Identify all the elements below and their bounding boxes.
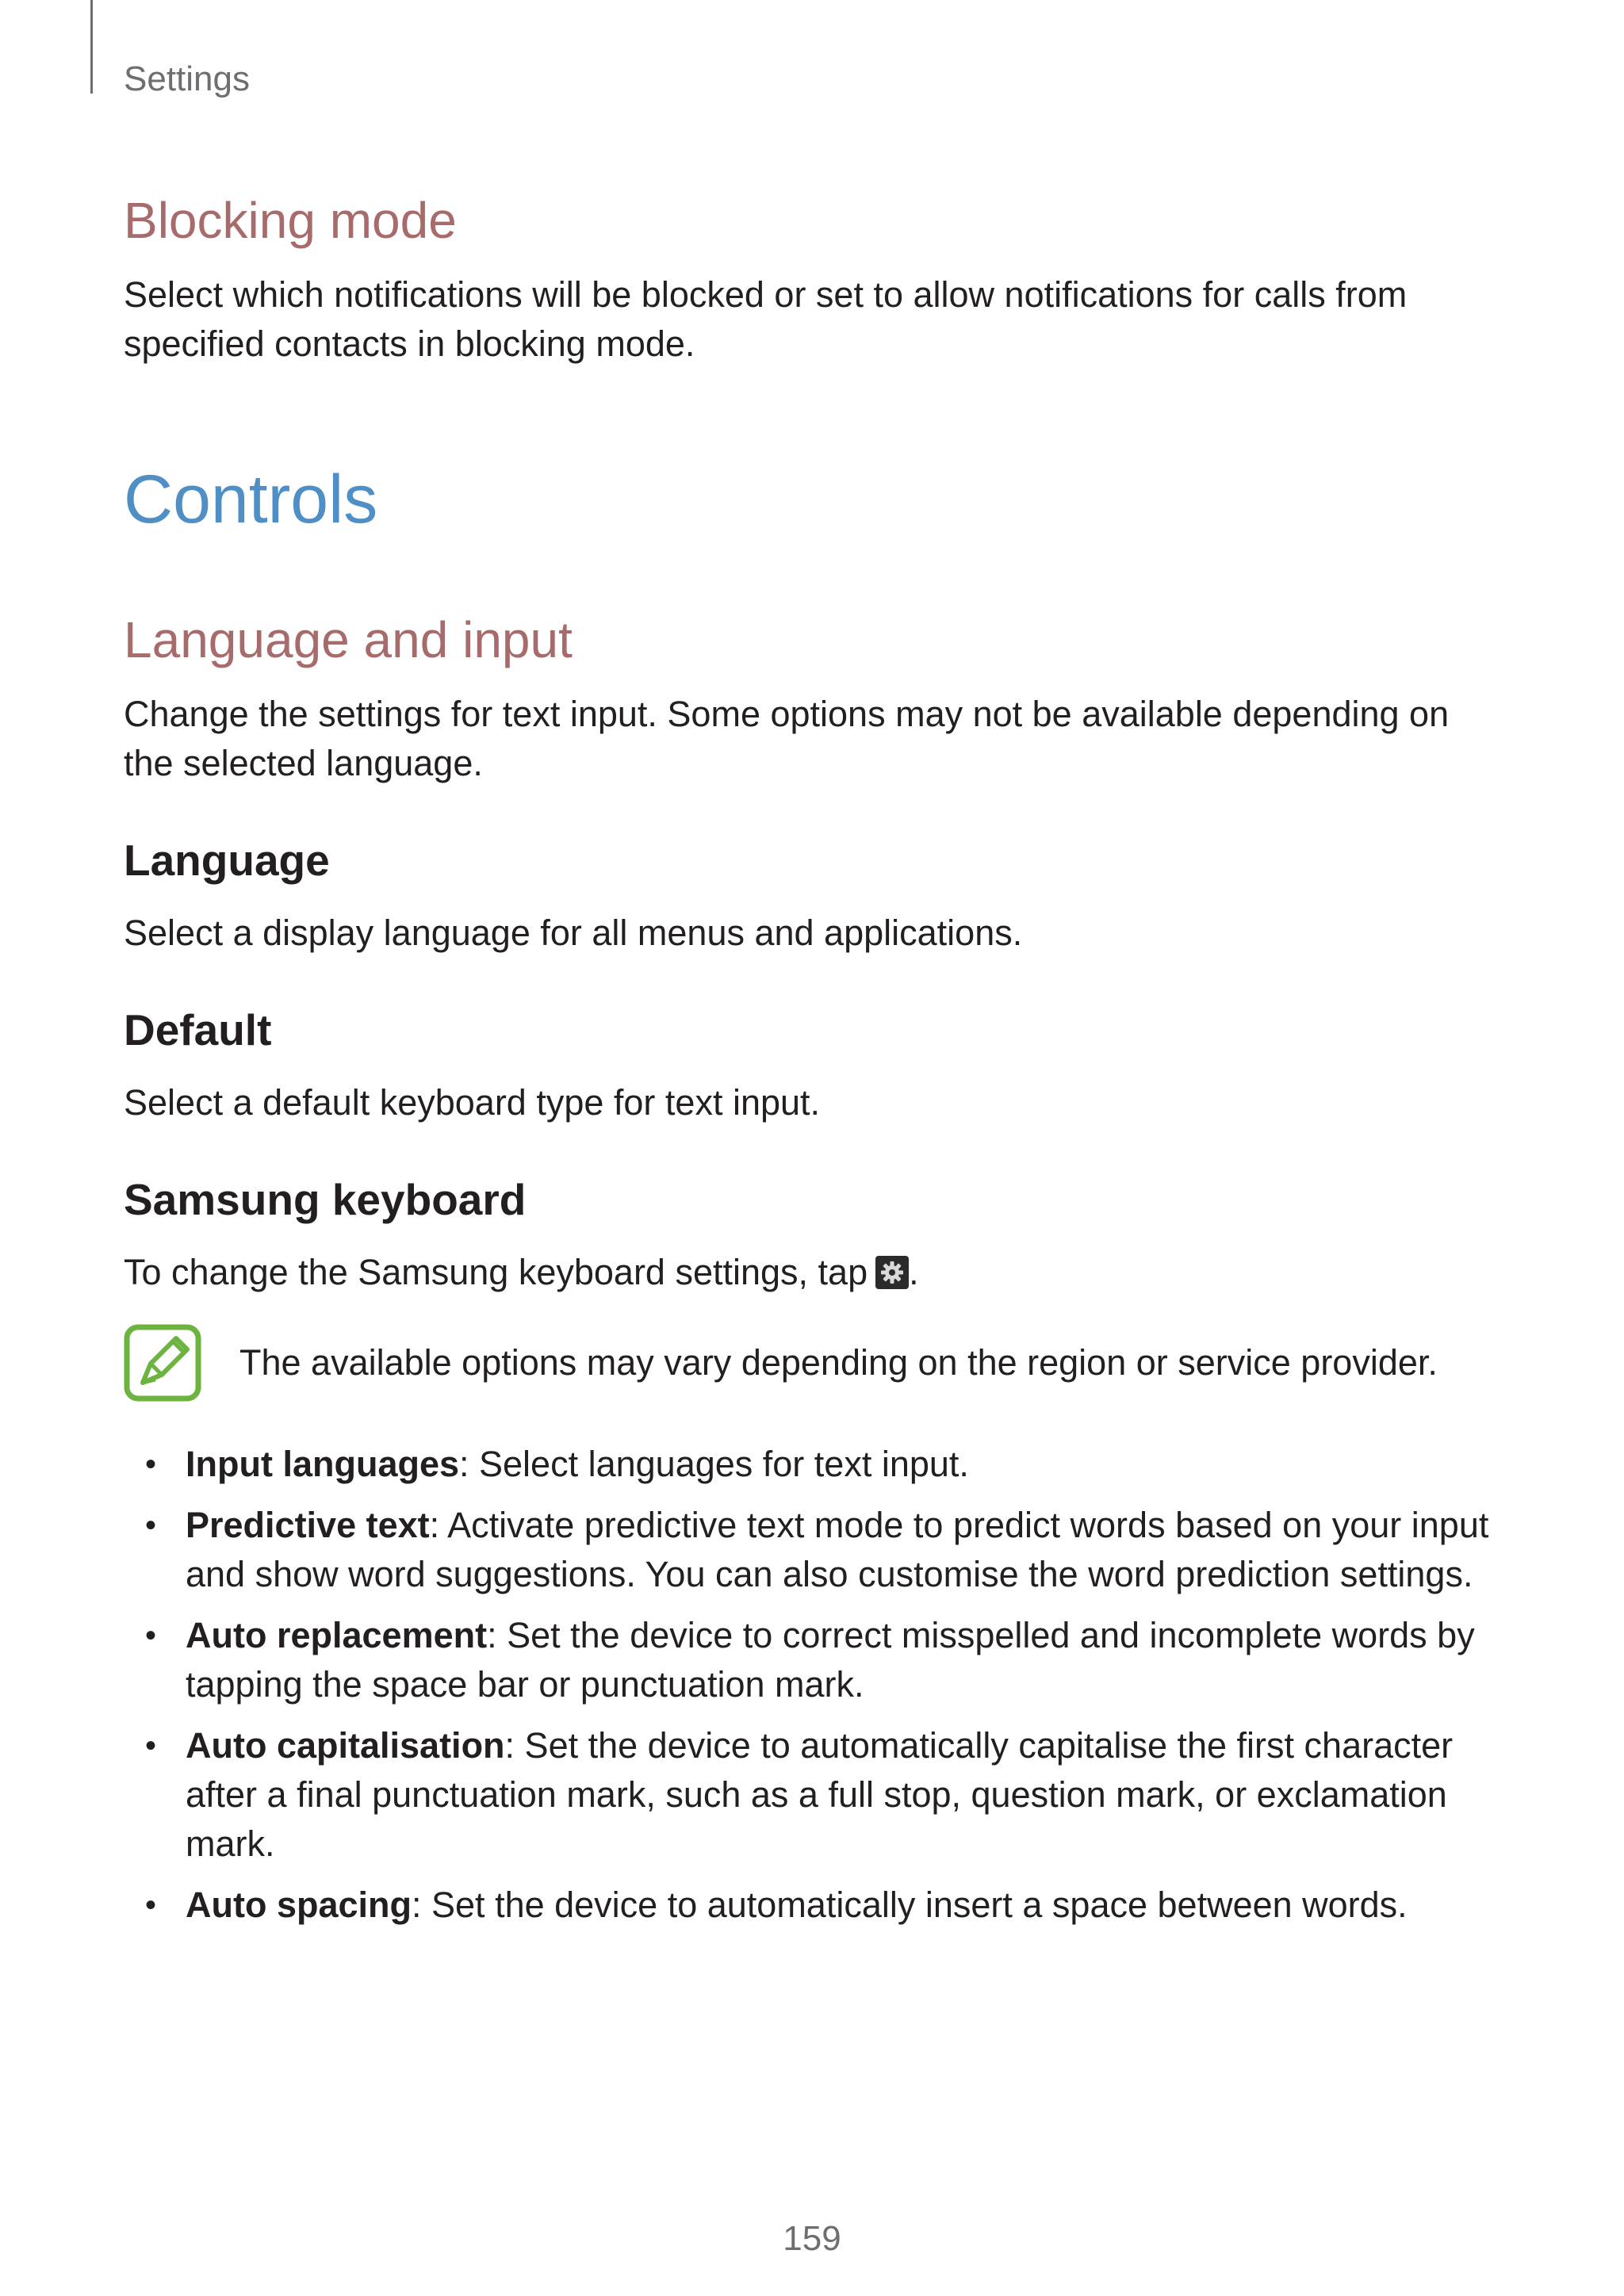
option-description: : Select languages for text input. — [459, 1444, 969, 1484]
note-text: The available options may vary depending on the region or service provider. — [239, 1342, 1438, 1383]
keyboard-options-list — [124, 1440, 1503, 1942]
list-item — [124, 1881, 1503, 1930]
samsung-keyboard-description-end: . — [909, 1252, 919, 1292]
bullet-dot: • — [145, 1888, 157, 1923]
bullet-dot: • — [145, 1447, 157, 1482]
samsung-keyboard-heading: Samsung keyboard — [124, 1175, 527, 1224]
list-item — [124, 1440, 1503, 1489]
option-term: Predictive text — [186, 1505, 430, 1545]
language-and-input-heading: Language and input — [124, 611, 573, 668]
page-number: 159 — [783, 2219, 841, 2258]
list-item — [124, 1501, 1503, 1599]
blocking-mode-heading: Blocking mode — [124, 192, 457, 249]
header-rule — [90, 0, 93, 94]
default-heading: Default — [124, 1005, 272, 1054]
note-callout — [124, 1319, 1519, 1406]
samsung-keyboard-description-text: To change the Samsung keyboard settings, tap — [124, 1252, 868, 1292]
gear-icon — [875, 1256, 909, 1289]
option-description: : Set the device to automatically insert a space between words. — [412, 1885, 1408, 1925]
option-term: Auto capitalisation — [186, 1725, 505, 1766]
language-and-input-description: Change the settings for text input. Some options may not be available depending on the selected language. — [124, 694, 1450, 783]
option-description: : Set the device to correct misspelled and incomplete words by tapping the space bar or punctuation mark. — [186, 1615, 1475, 1705]
blocking-mode-description: Select which notifications will be blocked or set to allow notifications for calls from specified contacts in blocking mode. — [124, 274, 1408, 364]
bullet-dot: • — [145, 1508, 157, 1543]
list-item — [124, 1721, 1503, 1869]
option-term: Auto replacement — [186, 1615, 488, 1655]
language-heading: Language — [124, 836, 330, 885]
language-description: Select a display language for all menus and applications. — [124, 913, 1023, 953]
bullet-dot: • — [145, 1618, 157, 1653]
option-term: Input languages — [186, 1444, 460, 1484]
controls-heading: Controls — [124, 461, 378, 538]
bullet-dot: • — [145, 1728, 157, 1763]
samsung-keyboard-description — [124, 1248, 1488, 1297]
option-term: Auto spacing — [186, 1885, 412, 1925]
option-description: : Activate predictive text mode to predict words based on your input and show word suggestions. You can also customise the word prediction settings. — [186, 1505, 1489, 1594]
default-description: Select a default keyboard type for text input. — [124, 1082, 821, 1123]
header-section-label: Settings — [124, 59, 250, 98]
note-icon — [124, 1324, 201, 1402]
list-item — [124, 1611, 1503, 1709]
option-description: : Set the device to automatically capitalise the first character after a final punctuation mark, such as a full stop, question mark, or exclamation mark. — [186, 1725, 1454, 1864]
